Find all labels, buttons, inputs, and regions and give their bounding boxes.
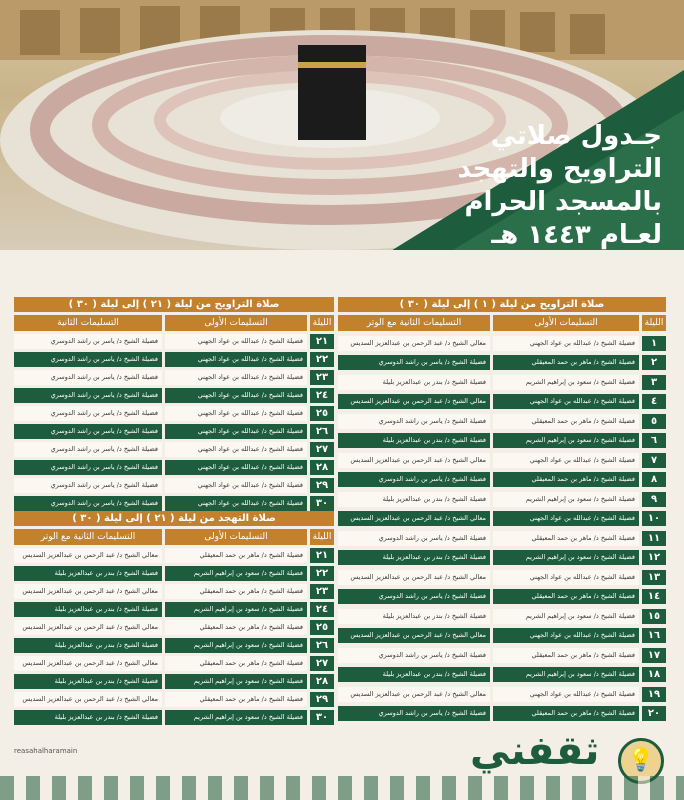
- table-row: [14, 424, 334, 439]
- table-row: [338, 394, 666, 409]
- second-imam-cell: فضيلة الشيخ د/ بندر بن عبدالعزيز بليلة: [14, 674, 162, 689]
- second-imam-cell: فضيلة الشيخ د/ ياسر بن راشد الدوسري: [14, 406, 162, 421]
- night-number: ٢٨: [310, 674, 334, 689]
- first-imam-cell: فضيلة الشيخ د/ عبدالله بن عواد الجهني: [493, 336, 639, 351]
- night-number: ٢٢: [310, 352, 334, 367]
- first-imam-cell: فضيلة الشيخ د/ سعود بن إبراهيم الشريم: [493, 667, 639, 682]
- table-row: [14, 352, 334, 367]
- night-number: ٢٥: [310, 406, 334, 421]
- night-number: ١٥: [642, 609, 666, 624]
- table-row: [14, 496, 334, 511]
- first-imam-cell: فضيلة الشيخ د/ عبدالله بن عواد الجهني: [165, 388, 307, 403]
- site-logo: ثقفني: [470, 728, 600, 774]
- night-number: ٢٣: [310, 584, 334, 599]
- first-imam-cell: فضيلة الشيخ د/ عبدالله بن عواد الجهني: [165, 460, 307, 475]
- table-row: [14, 442, 334, 457]
- night-number: ٣٠: [310, 710, 334, 725]
- night-number: ٢٠: [642, 706, 666, 721]
- second-imam-cell: معالي الشيخ د/ عبد الرحمن بن عبدالعزيز السديس: [338, 687, 490, 702]
- second-imam-cell: فضيلة الشيخ د/ بندر بن عبدالعزيز بليلة: [338, 433, 490, 448]
- table-row: [14, 602, 334, 617]
- table-row: [338, 589, 666, 604]
- night-number: ١٦: [642, 628, 666, 643]
- column-headers: [14, 529, 334, 545]
- second-imam-cell: معالي الشيخ د/ عبد الرحمن بن عبدالعزيز السديس: [338, 336, 490, 351]
- first-imam-cell: فضيلة الشيخ د/ عبدالله بن عواد الجهني: [493, 511, 639, 526]
- first-imam-cell: فضيلة الشيخ د/ سعود بن إبراهيم الشريم: [165, 638, 307, 653]
- table-row: [14, 638, 334, 653]
- first-imam-cell: فضيلة الشيخ د/ ماهر بن حمد المعيقلي: [493, 589, 639, 604]
- table-row: [14, 692, 334, 707]
- second-imam-cell: فضيلة الشيخ د/ ياسر بن راشد الدوسري: [14, 388, 162, 403]
- night-number: ١٩: [642, 687, 666, 702]
- second-imam-cell: فضيلة الشيخ د/ ياسر بن راشد الدوسري: [338, 706, 490, 721]
- col-night: الليلة: [310, 315, 334, 331]
- second-imam-cell: فضيلة الشيخ د/ بندر بن عبدالعزيز بليلة: [14, 566, 162, 581]
- second-imam-cell: فضيلة الشيخ د/ ياسر بن راشد الدوسري: [14, 460, 162, 475]
- night-number: ١٤: [642, 589, 666, 604]
- table-row: [338, 336, 666, 351]
- first-imam-cell: فضيلة الشيخ د/ عبدالله بن عواد الجهني: [493, 570, 639, 585]
- first-imam-cell: فضيلة الشيخ د/ عبدالله بن عواد الجهني: [493, 453, 639, 468]
- table-row: [14, 710, 334, 725]
- second-imam-cell: معالي الشيخ د/ عبد الرحمن بن عبدالعزيز السديس: [338, 628, 490, 643]
- table-row: [14, 620, 334, 635]
- night-number: ١٨: [642, 667, 666, 682]
- night-number: ١: [642, 336, 666, 351]
- table-row: [338, 472, 666, 487]
- first-imam-cell: فضيلة الشيخ د/ ماهر بن حمد المعيقلي: [493, 531, 639, 546]
- first-imam-cell: فضيلة الشيخ د/ سعود بن إبراهيم الشريم: [165, 602, 307, 617]
- night-number: ٢: [642, 355, 666, 370]
- first-imam-cell: فضيلة الشيخ د/ ماهر بن حمد المعيقلي: [165, 620, 307, 635]
- night-number: ٢٤: [310, 388, 334, 403]
- lightbulb-icon: 💡: [618, 738, 664, 784]
- col-first: التسليمات الأولى: [493, 315, 639, 331]
- col-second: التسليمات الثانية مع الوتر: [338, 315, 490, 331]
- kaaba-icon: [298, 45, 366, 140]
- second-imam-cell: فضيلة الشيخ د/ بندر بن عبدالعزيز بليلة: [338, 375, 490, 390]
- first-imam-cell: فضيلة الشيخ د/ ماهر بن حمد المعيقلي: [493, 414, 639, 429]
- table-row: [14, 334, 334, 349]
- night-number: ٤: [642, 394, 666, 409]
- table-row: [338, 648, 666, 663]
- second-imam-cell: فضيلة الشيخ د/ بندر بن عبدالعزيز بليلة: [14, 638, 162, 653]
- first-imam-cell: فضيلة الشيخ د/ سعود بن إبراهيم الشريم: [493, 433, 639, 448]
- night-number: ٢٧: [310, 442, 334, 457]
- table-row: [338, 355, 666, 370]
- night-number: ٢٢: [310, 566, 334, 581]
- first-imam-cell: فضيلة الشيخ د/ سعود بن إبراهيم الشريم: [165, 566, 307, 581]
- second-imam-cell: معالي الشيخ د/ عبد الرحمن بن عبدالعزيز السديس: [14, 548, 162, 563]
- table-row: [14, 674, 334, 689]
- col-night: الليلة: [642, 315, 666, 331]
- second-imam-cell: فضيلة الشيخ د/ بندر بن عبدالعزيز بليلة: [14, 602, 162, 617]
- section-title: صلاة التهجد من ليلة ( ٢١ ) إلى ليلة ( ٣٠ ): [14, 511, 334, 526]
- second-imam-cell: فضيلة الشيخ د/ ياسر بن راشد الدوسري: [14, 370, 162, 385]
- table-row: [14, 656, 334, 671]
- first-imam-cell: فضيلة الشيخ د/ سعود بن إبراهيم الشريم: [493, 609, 639, 624]
- first-imam-cell: فضيلة الشيخ د/ عبدالله بن عواد الجهني: [493, 687, 639, 702]
- col-first: التسليمات الأولى: [165, 315, 307, 331]
- first-imam-cell: فضيلة الشيخ د/ عبدالله بن عواد الجهني: [493, 628, 639, 643]
- table-row: [338, 570, 666, 585]
- second-imam-cell: فضيلة الشيخ د/ بندر بن عبدالعزيز بليلة: [338, 492, 490, 507]
- second-imam-cell: فضيلة الشيخ د/ ياسر بن راشد الدوسري: [14, 496, 162, 511]
- night-number: ٢١: [310, 548, 334, 563]
- first-imam-cell: فضيلة الشيخ د/ ماهر بن حمد المعيقلي: [165, 584, 307, 599]
- second-imam-cell: معالي الشيخ د/ عبد الرحمن بن عبدالعزيز السديس: [14, 620, 162, 635]
- table-row: [14, 566, 334, 581]
- first-imam-cell: فضيلة الشيخ د/ عبدالله بن عواد الجهني: [493, 394, 639, 409]
- first-imam-cell: فضيلة الشيخ د/ عبدالله بن عواد الجهني: [165, 406, 307, 421]
- second-imam-cell: معالي الشيخ د/ عبد الرحمن بن عبدالعزيز السديس: [338, 511, 490, 526]
- second-imam-cell: فضيلة الشيخ د/ ياسر بن راشد الدوسري: [338, 589, 490, 604]
- table-row: [14, 478, 334, 493]
- second-imam-cell: فضيلة الشيخ د/ ياسر بن راشد الدوسري: [14, 424, 162, 439]
- first-imam-cell: فضيلة الشيخ د/ سعود بن إبراهيم الشريم: [493, 550, 639, 565]
- night-number: ٢٦: [310, 424, 334, 439]
- table-row: [338, 628, 666, 643]
- night-number: ٢٨: [310, 460, 334, 475]
- first-imam-cell: فضيلة الشيخ د/ سعود بن إبراهيم الشريم: [165, 674, 307, 689]
- second-imam-cell: فضيلة الشيخ د/ ياسر بن راشد الدوسري: [14, 334, 162, 349]
- table-row: [14, 584, 334, 599]
- night-number: ١١: [642, 531, 666, 546]
- second-imam-cell: معالي الشيخ د/ عبد الرحمن بن عبدالعزيز السديس: [338, 394, 490, 409]
- second-imam-cell: فضيلة الشيخ د/ ياسر بن راشد الدوسري: [338, 414, 490, 429]
- section-title: صلاة التراويح من ليلة ( ١ ) إلى ليلة ( ٣٠ ): [338, 297, 666, 312]
- second-imam-cell: فضيلة الشيخ د/ ياسر بن راشد الدوسري: [338, 531, 490, 546]
- night-number: ٣٠: [310, 496, 334, 511]
- night-number: ٢٥: [310, 620, 334, 635]
- second-imam-cell: فضيلة الشيخ د/ ياسر بن راشد الدوسري: [14, 478, 162, 493]
- section-title: صلاة التراويح من ليلة ( ٢١ ) إلى ليلة ( ٣٠ ): [14, 297, 334, 312]
- night-number: ٣: [642, 375, 666, 390]
- second-imam-cell: فضيلة الشيخ د/ بندر بن عبدالعزيز بليلة: [338, 609, 490, 624]
- night-number: ٨: [642, 472, 666, 487]
- table-row: [338, 706, 666, 721]
- column-headers: [338, 315, 666, 331]
- first-imam-cell: فضيلة الشيخ د/ ماهر بن حمد المعيقلي: [493, 355, 639, 370]
- title-line-3: بالمسجد الحرام: [464, 187, 662, 217]
- night-number: ٥: [642, 414, 666, 429]
- first-imam-cell: فضيلة الشيخ د/ عبدالله بن عواد الجهني: [165, 370, 307, 385]
- first-imam-cell: فضيلة الشيخ د/ ماهر بن حمد المعيقلي: [493, 648, 639, 663]
- night-number: ٢٦: [310, 638, 334, 653]
- night-number: ٢١: [310, 334, 334, 349]
- night-number: ٢٧: [310, 656, 334, 671]
- night-number: ١٣: [642, 570, 666, 585]
- decorative-footer-border: [0, 776, 684, 800]
- night-number: ٢٤: [310, 602, 334, 617]
- table-row: [338, 433, 666, 448]
- table-row: [14, 406, 334, 421]
- night-number: ١٧: [642, 648, 666, 663]
- table-row: [338, 531, 666, 546]
- first-imam-cell: فضيلة الشيخ د/ ماهر بن حمد المعيقلي: [493, 472, 639, 487]
- first-imam-cell: فضيلة الشيخ د/ ماهر بن حمد المعيقلي: [165, 692, 307, 707]
- table-row: [338, 511, 666, 526]
- col-first: التسليمات الأولى: [165, 529, 307, 545]
- second-imam-cell: فضيلة الشيخ د/ بندر بن عبدالعزيز بليلة: [14, 710, 162, 725]
- first-imam-cell: فضيلة الشيخ د/ عبدالله بن عواد الجهني: [165, 442, 307, 457]
- first-imam-cell: فضيلة الشيخ د/ عبدالله بن عواد الجهني: [165, 424, 307, 439]
- night-number: ٢٩: [310, 478, 334, 493]
- first-imam-cell: فضيلة الشيخ د/ سعود بن إبراهيم الشريم: [165, 710, 307, 725]
- first-imam-cell: فضيلة الشيخ د/ عبدالله بن عواد الجهني: [165, 496, 307, 511]
- title-line-2: التراويح والتهجد: [457, 154, 662, 184]
- second-imam-cell: معالي الشيخ د/ عبد الرحمن بن عبدالعزيز السديس: [14, 692, 162, 707]
- night-number: ١٢: [642, 550, 666, 565]
- second-imam-cell: معالي الشيخ د/ عبد الرحمن بن عبدالعزيز السديس: [14, 656, 162, 671]
- col-second: التسليمات الثانية: [14, 315, 162, 331]
- brand-handle: reasahalharamain: [14, 747, 78, 755]
- first-imam-cell: فضيلة الشيخ د/ ماهر بن حمد المعيقلي: [165, 548, 307, 563]
- table-row: [338, 609, 666, 624]
- second-imam-cell: معالي الشيخ د/ عبد الرحمن بن عبدالعزيز السديس: [14, 584, 162, 599]
- tahajjud-table-21-30: [14, 511, 334, 725]
- title-line-1: جـدول صلاتي: [490, 121, 662, 151]
- first-imam-cell: فضيلة الشيخ د/ ماهر بن حمد المعيقلي: [165, 656, 307, 671]
- table-row: [338, 453, 666, 468]
- second-imam-cell: فضيلة الشيخ د/ ياسر بن راشد الدوسري: [14, 352, 162, 367]
- table-row: [14, 460, 334, 475]
- tarawih-table-21-30: [14, 297, 334, 511]
- table-row: [338, 492, 666, 507]
- second-imam-cell: فضيلة الشيخ د/ ياسر بن راشد الدوسري: [338, 355, 490, 370]
- col-second: التسليمات الثانية مع الوتر: [14, 529, 162, 545]
- table-row: [14, 548, 334, 563]
- second-imam-cell: فضيلة الشيخ د/ بندر بن عبدالعزيز بليلة: [338, 550, 490, 565]
- night-number: ١٠: [642, 511, 666, 526]
- second-imam-cell: معالي الشيخ د/ عبد الرحمن بن عبدالعزيز السديس: [338, 453, 490, 468]
- hero-banner: [0, 0, 684, 270]
- second-imam-cell: فضيلة الشيخ د/ ياسر بن راشد الدوسري: [338, 648, 490, 663]
- night-number: ٢٩: [310, 692, 334, 707]
- column-headers: [14, 315, 334, 331]
- first-imam-cell: فضيلة الشيخ د/ عبدالله بن عواد الجهني: [165, 334, 307, 349]
- first-imam-cell: فضيلة الشيخ د/ سعود بن إبراهيم الشريم: [493, 492, 639, 507]
- table-row: [338, 687, 666, 702]
- table-row: [338, 414, 666, 429]
- night-number: ٧: [642, 453, 666, 468]
- title-line-4: لعـام ١٤٤٣ هـ: [491, 220, 662, 250]
- page-title: [432, 120, 662, 252]
- night-number: ٦: [642, 433, 666, 448]
- second-imam-cell: فضيلة الشيخ د/ ياسر بن راشد الدوسري: [14, 442, 162, 457]
- tarawih-table-1-20: [338, 297, 666, 721]
- first-imam-cell: فضيلة الشيخ د/ سعود بن إبراهيم الشريم: [493, 375, 639, 390]
- col-night: الليلة: [310, 529, 334, 545]
- table-row: [14, 370, 334, 385]
- first-imam-cell: فضيلة الشيخ د/ عبدالله بن عواد الجهني: [165, 478, 307, 493]
- table-row: [338, 375, 666, 390]
- first-imam-cell: فضيلة الشيخ د/ عبدالله بن عواد الجهني: [165, 352, 307, 367]
- table-row: [338, 667, 666, 682]
- table-row: [338, 550, 666, 565]
- table-row: [14, 388, 334, 403]
- second-imam-cell: فضيلة الشيخ د/ بندر بن عبدالعزيز بليلة: [338, 667, 490, 682]
- night-number: ٢٣: [310, 370, 334, 385]
- first-imam-cell: فضيلة الشيخ د/ ماهر بن حمد المعيقلي: [493, 706, 639, 721]
- second-imam-cell: معالي الشيخ د/ عبد الرحمن بن عبدالعزيز السديس: [338, 570, 490, 585]
- second-imam-cell: فضيلة الشيخ د/ ياسر بن راشد الدوسري: [338, 472, 490, 487]
- night-number: ٩: [642, 492, 666, 507]
